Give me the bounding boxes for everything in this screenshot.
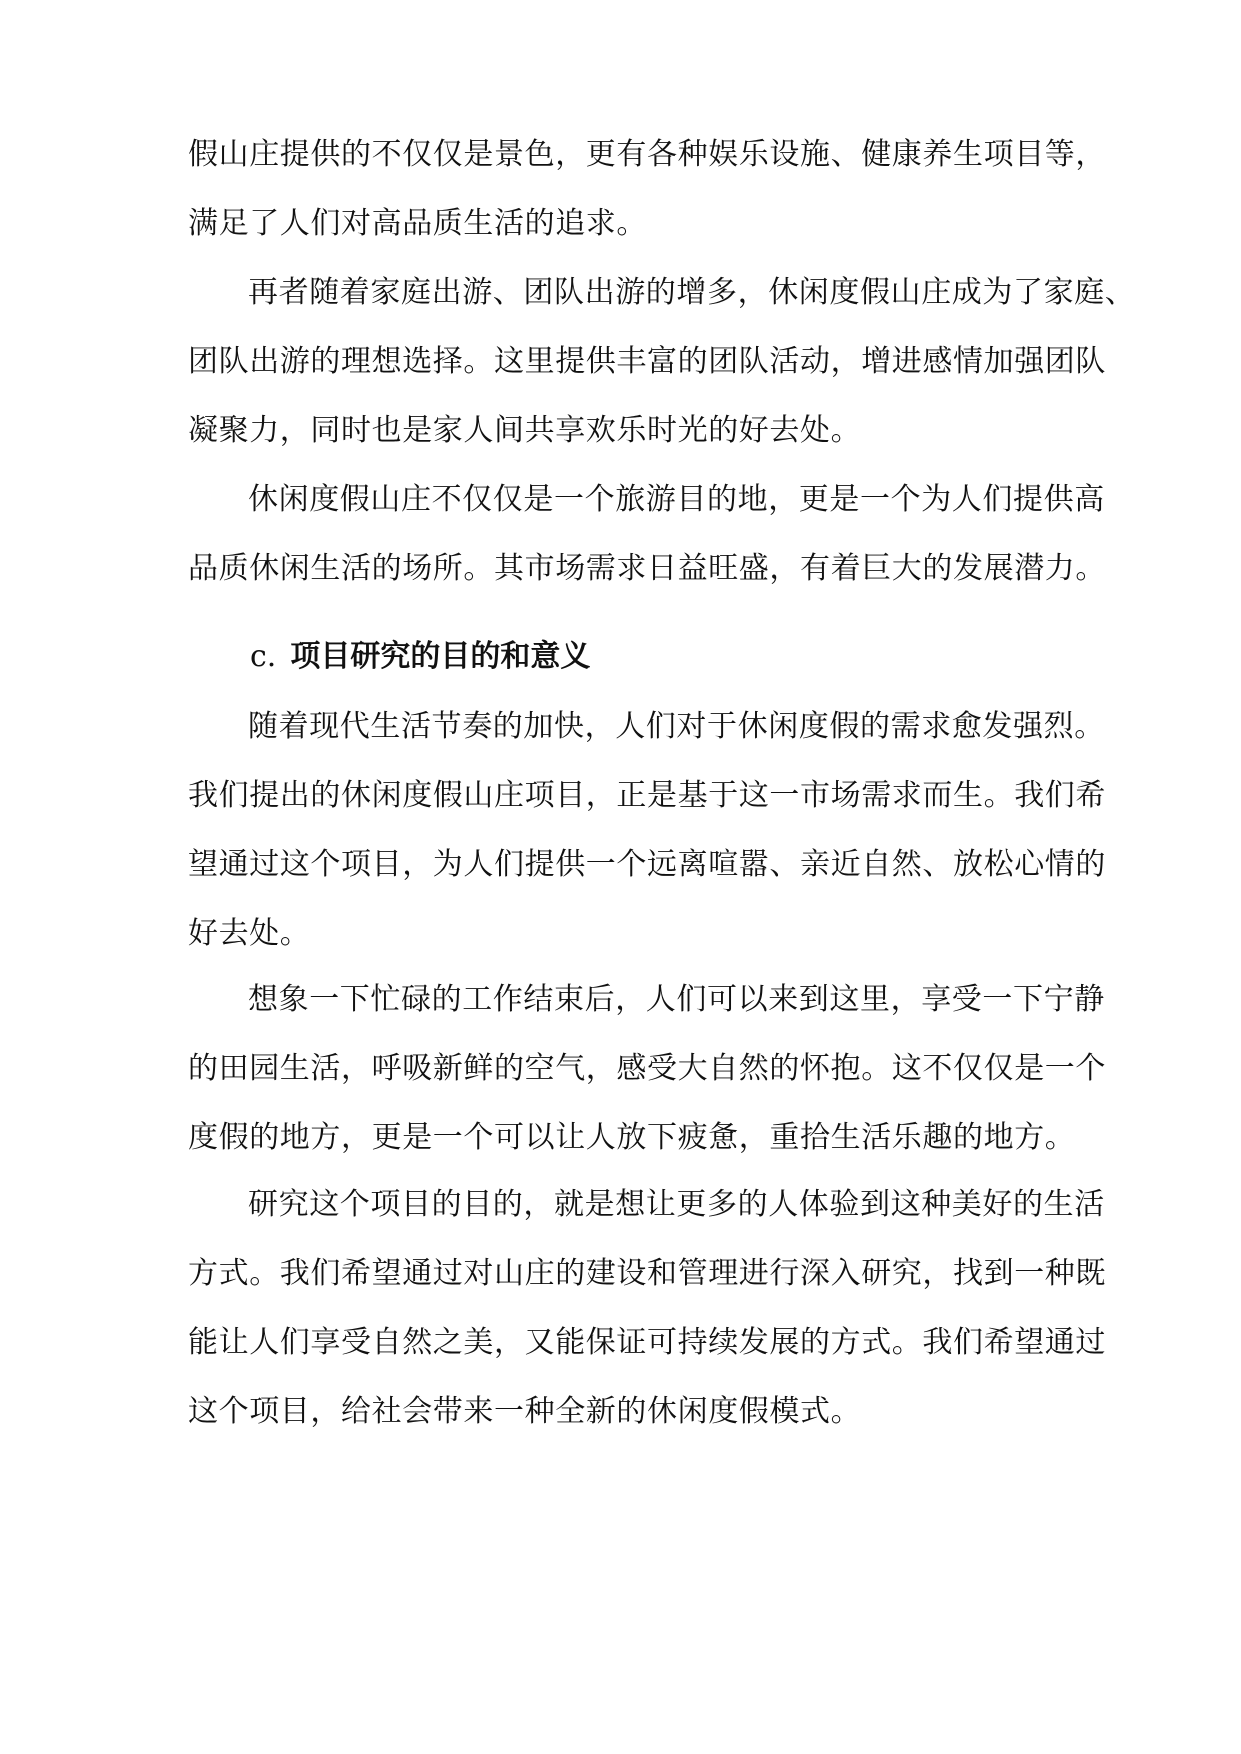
- paragraph-line: 随着现代生活节奏的加快，人们对于休闲度假的需求愈发强烈。: [248, 709, 1105, 744]
- paragraph-5: [188, 965, 1106, 1172]
- paragraph-line: 假山庄提供的不仅仅是景色，更有各种娱乐设施、健康养生项目等，: [188, 137, 1106, 172]
- paragraph-line: 这个项目，给社会带来一种全新的休闲度假模式。: [188, 1394, 862, 1429]
- paragraph-line: 团队出游的理想选择。这里提供丰富的团队活动，增进感情加强团队: [188, 344, 1106, 379]
- paragraph-line: 品质休闲生活的场所。其市场需求日益旺盛，有着巨大的发展潜力。: [188, 551, 1106, 586]
- paragraph-line: 望通过这个项目，为人们提供一个远离喧嚣、亲近自然、放松心情的: [188, 847, 1106, 882]
- paragraph-line: 的田园生活，呼吸新鲜的空气，感受大自然的怀抱。这不仅仅是一个: [188, 1051, 1106, 1086]
- section-marker: c.: [250, 639, 277, 674]
- paragraph-line: 满足了人们对高品质生活的追求。: [188, 206, 647, 241]
- paragraph-6: [188, 1170, 1106, 1446]
- paragraph-line: 方式。我们希望通过对山庄的建设和管理进行深入研究，找到一种既: [188, 1256, 1106, 1291]
- paragraph-line: 好去处。: [188, 916, 311, 951]
- paragraph-4: [188, 692, 1106, 968]
- section-heading: [250, 622, 950, 691]
- paragraph-line: 研究这个项目的目的，就是想让更多的人体验到这种美好的生活: [248, 1187, 1105, 1222]
- paragraph-3: [188, 465, 1106, 603]
- paragraph-line: 能让人们享受自然之美，又能保证可持续发展的方式。我们希望通过: [188, 1325, 1106, 1360]
- paragraph-line: 休闲度假山庄不仅仅是一个旅游目的地，更是一个为人们提供高: [248, 482, 1105, 517]
- paragraph-line: 再者随着家庭出游、团队出游的增多，休闲度假山庄成为了家庭、: [248, 275, 1136, 310]
- paragraph-1: [188, 120, 1106, 258]
- paragraph-2: [188, 258, 1136, 465]
- paragraph-line: 我们提出的休闲度假山庄项目，正是基于这一市场需求而生。我们希: [188, 778, 1106, 813]
- paragraph-line: 度假的地方，更是一个可以让人放下疲惫，重拾生活乐趣的地方。: [188, 1120, 1076, 1155]
- paragraph-line: 凝聚力，同时也是家人间共享欢乐时光的好去处。: [188, 413, 862, 448]
- section-title: 项目研究的目的和意义: [290, 639, 591, 674]
- paragraph-line: 想象一下忙碌的工作结束后，人们可以来到这里，享受一下宁静: [248, 982, 1105, 1017]
